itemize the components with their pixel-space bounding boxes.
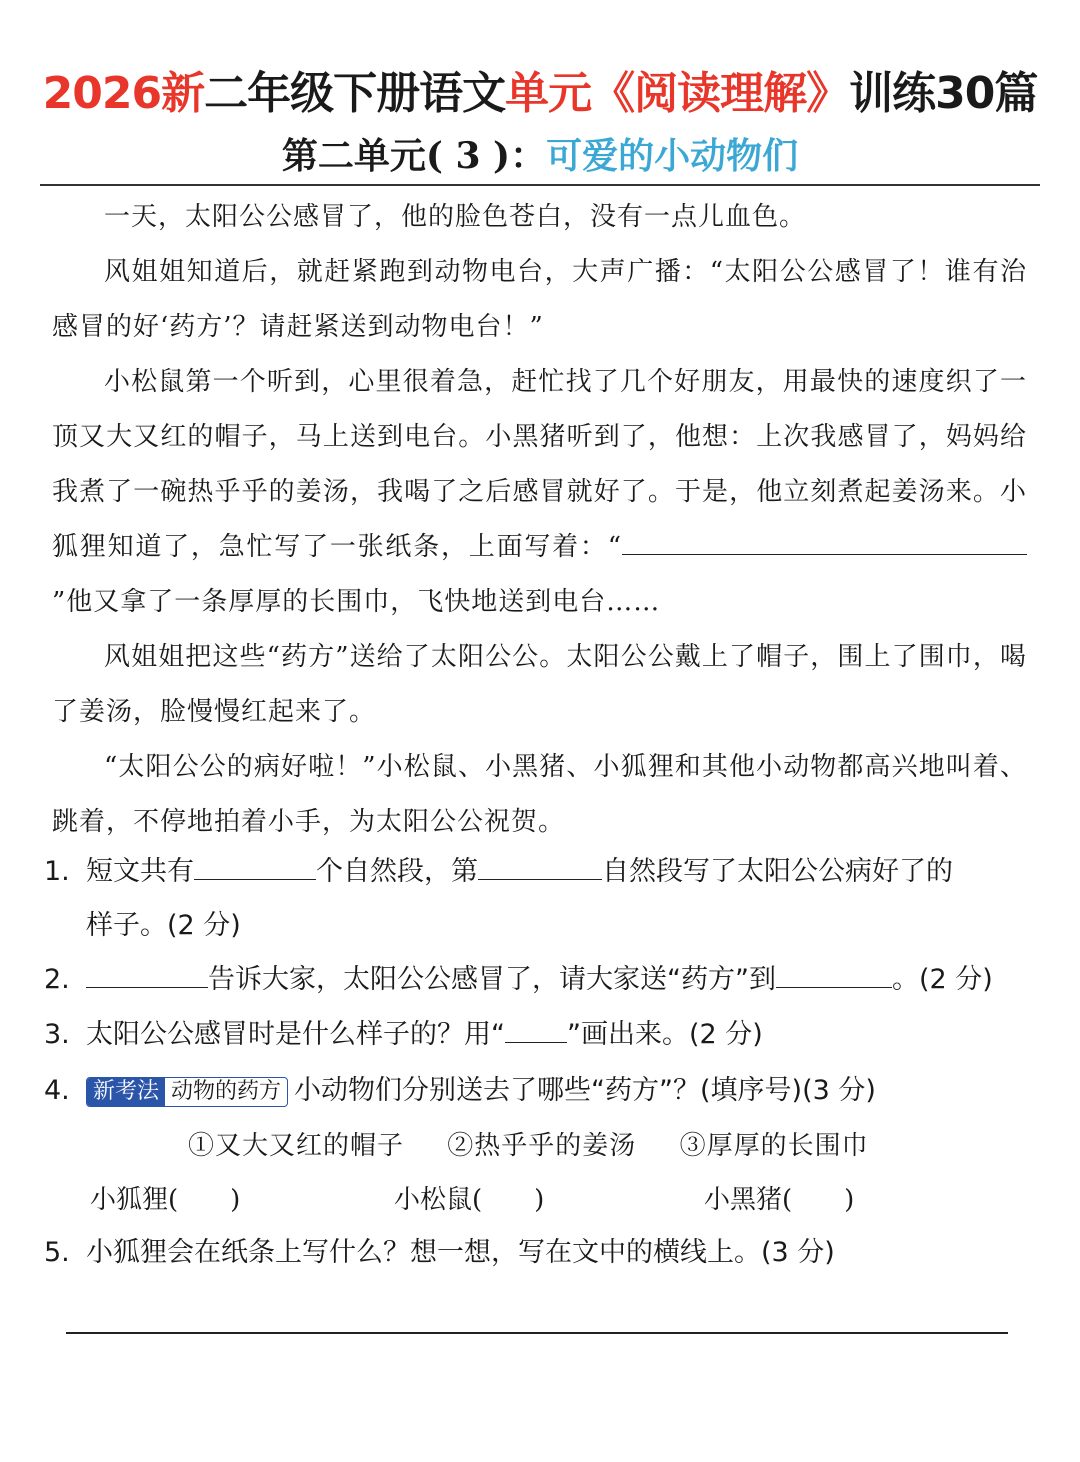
question-1-continued: 样子。(2 分) <box>86 910 241 941</box>
question-3-number: 3. <box>44 1019 70 1050</box>
question-3 <box>44 1008 1034 1062</box>
question-5 <box>44 1226 1034 1280</box>
paragraph-1: 一天，太阳公公感冒了，他的脸色苍白，没有一点儿血色。 <box>104 202 807 232</box>
question-2-number: 2. <box>44 964 70 995</box>
header-divider <box>40 184 1040 186</box>
question-1-text-a: 短文共有 <box>86 856 194 887</box>
question-2 <box>44 953 1034 1007</box>
question-1 <box>44 845 1034 899</box>
tag-new-method: 新考法 <box>87 1078 165 1106</box>
paragraph-2: 风姐姐知道后，就赶紧跑到动物电台，大声广播：“太阳公公感冒了！谁有治感冒的好‘药方’？请赶紧送到动物电台！” <box>52 257 1027 342</box>
question-1-text-b: 个自然段，第 <box>316 856 478 887</box>
reading-passage <box>52 190 1027 850</box>
unit-subtitle <box>0 128 1080 184</box>
question-1-text-c: 自然段写了太阳公公病好了的 <box>602 856 953 887</box>
tag-topic: 动物的药方 <box>171 1078 282 1104</box>
title-count: 训练30篇 <box>849 68 1038 119</box>
question-1-blank-2[interactable] <box>478 851 602 880</box>
question-3-text-b: ”画出来。(2 分) <box>567 1019 763 1050</box>
question-2-blank-1[interactable] <box>86 959 208 988</box>
title-new: 新 <box>161 68 205 119</box>
question-4-options <box>188 1120 903 1172</box>
paragraph-3-part-a: 小松鼠第一个听到，心里很着急，赶忙找了几个好朋友，用最快的速度织了一顶又大又红的帽子，马上送到电台。小黑猪听到了，他想：上次我感冒了，妈妈给我煮了一碗热乎乎的姜汤，我喝了之后感冒就好了。于是，他立刻煮起姜汤来。小狐狸知道了，急忙写了一张纸条，上面写着：“ <box>52 367 1027 562</box>
answer-squirrel[interactable]: 小松鼠( ) <box>394 1185 545 1215</box>
question-4-text: 小动物们分别送去了哪些“药方”？(填序号)(3 分) <box>294 1075 876 1106</box>
unit-label: 第二单元( 3 )： <box>281 135 547 177</box>
question-1-blank-1[interactable] <box>194 851 316 880</box>
question-2-text-b: 。(2 分) <box>891 964 993 995</box>
question-4-number: 4. <box>44 1075 70 1106</box>
answer-writing-line[interactable] <box>66 1332 1008 1334</box>
option-3: ③厚厚的长围巾 <box>679 1131 869 1161</box>
question-1-number: 1. <box>44 856 70 887</box>
question-5-number: 5. <box>44 1237 70 1268</box>
question-4 <box>44 1064 1034 1118</box>
question-2-text-a: 告诉大家，太阳公公感冒了，请大家送“药方”到 <box>208 964 776 995</box>
paragraph-3 <box>52 355 1027 630</box>
answer-fox[interactable]: 小狐狸( ) <box>90 1185 241 1215</box>
paragraph-5: “太阳公公的病好啦！”小松鼠、小黑猪、小狐狸和其他小动物都高兴地叫着、跳着，不停地拍着小手，为太阳公公祝贺。 <box>52 752 1027 837</box>
title-year: 2026 <box>42 68 162 119</box>
title-grade: 二年级下册语文 <box>204 68 506 119</box>
question-5-text: 小狐狸会在纸条上写什么？想一想，写在文中的横线上。(3 分) <box>86 1237 835 1268</box>
note-blank-2[interactable] <box>752 524 1027 555</box>
option-1: ①又大又红的帽子 <box>188 1131 405 1161</box>
question-3-text-a: 太阳公公感冒时是什么样子的？用“ <box>86 1019 505 1050</box>
unit-name: 可爱的小动物们 <box>546 135 799 177</box>
title-unit-reading: 单元《阅读理解》 <box>505 68 850 119</box>
answer-pig[interactable]: 小黑猪( ) <box>704 1185 855 1215</box>
worksheet-title <box>0 60 1080 128</box>
note-blank-1[interactable] <box>622 524 752 555</box>
question-2-blank-2[interactable] <box>776 959 892 988</box>
new-format-tag <box>86 1077 288 1107</box>
paragraph-4: 风姐姐把这些“药方”送给了太阳公公。太阳公公戴上了帽子，围上了围巾，喝了姜汤，脸慢慢红起来了。 <box>52 642 1027 727</box>
paragraph-3-part-b: ”他又拿了一条厚厚的长围巾，飞快地送到电台…… <box>52 587 661 617</box>
option-2: ②热乎乎的姜汤 <box>447 1131 637 1161</box>
question-3-line-mark <box>505 1014 567 1043</box>
